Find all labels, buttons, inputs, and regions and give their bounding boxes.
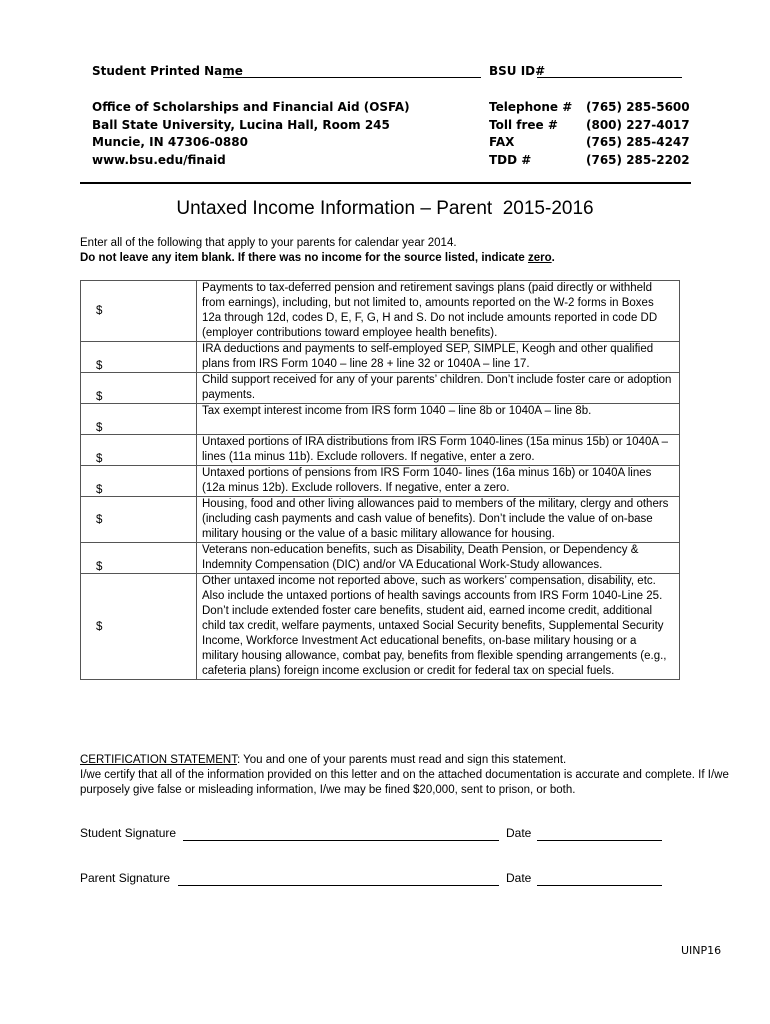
office-address [92, 99, 410, 169]
item-description: Child support received for any of your parents’ children. Don’t include foster care or adoption payments. [197, 373, 680, 404]
student-name-label: Student Printed Name [92, 64, 243, 78]
item-description: Veterans non-education benefits, such as Disability, Death Pension, or Dependency & Indemnity Compensation (DIC) and/or VA Educational Work-Study allowances. [197, 543, 680, 574]
parent-date-label: Date [506, 871, 532, 885]
dollar-sign: $ [96, 561, 103, 573]
student-date-field[interactable] [537, 840, 662, 841]
dollar-sign: $ [96, 360, 103, 372]
amount-field[interactable] [81, 543, 197, 574]
amount-field[interactable] [81, 342, 197, 373]
dollar-sign: $ [96, 422, 103, 434]
tollfree-value: (800) 227-4017 [586, 117, 690, 132]
telephone-label: Telephone # [489, 100, 573, 114]
table-row [81, 574, 680, 680]
amount-field[interactable] [81, 574, 197, 680]
parent-signature-field[interactable] [178, 885, 499, 886]
dollar-sign: $ [96, 391, 103, 403]
intro-line-1: Enter all of the following that apply to your parents for calendar year 2014. [80, 237, 457, 249]
student-signature-row [80, 826, 176, 840]
intro-line-2-suffix: . [551, 252, 555, 264]
table-row [81, 373, 680, 404]
amount-field[interactable] [81, 435, 197, 466]
amount-field[interactable] [81, 281, 197, 342]
fax-value: (765) 285-4247 [586, 135, 690, 149]
table-row [81, 497, 680, 543]
student-signature-field[interactable] [183, 840, 499, 841]
table-row [81, 543, 680, 574]
tollfree-label: Toll free # [489, 117, 558, 132]
certification-heading-line [80, 753, 730, 768]
office-name: Office of Scholarships and Financial Aid (OSFA) [92, 100, 410, 114]
amount-field[interactable] [81, 404, 197, 435]
table-row [81, 404, 680, 435]
phone-values [586, 99, 690, 169]
student-signature-label: Student Signature [80, 826, 177, 840]
table-row [81, 281, 680, 342]
telephone-value: (765) 285-5600 [586, 100, 690, 114]
bsu-id-field[interactable] [537, 77, 682, 78]
office-building: Ball State University, Lucina Hall, Room 245 [92, 117, 390, 132]
tdd-label: TDD # [489, 152, 532, 167]
header-row [92, 64, 682, 82]
page-title: Untaxed Income Information – Parent 2015-2016 [176, 198, 594, 219]
bsu-id-label: BSU ID# [489, 64, 546, 78]
intro-emphasis-zero: zero [527, 252, 552, 264]
parent-date-field[interactable] [537, 885, 662, 886]
table-row [81, 342, 680, 373]
parent-signature-label: Parent Signature [80, 871, 171, 885]
header-divider [80, 182, 691, 184]
item-description: Tax exempt interest income from IRS form 1040 – line 8b or 1040A – line 8b. [197, 404, 680, 435]
dollar-sign: $ [96, 305, 103, 317]
form-code: UINP16 [681, 944, 722, 957]
tdd-value: (765) 285-2202 [586, 152, 690, 167]
office-website: www.bsu.edu/finaid [92, 152, 226, 167]
table-row [81, 466, 680, 497]
intro-text [80, 236, 555, 266]
table-row [81, 435, 680, 466]
parent-signature-row [80, 871, 170, 885]
amount-field[interactable] [81, 373, 197, 404]
item-description: Payments to tax-deferred pension and retirement savings plans (paid directly or withheld from earnings), including, but not limited to, amounts reported on the W-2 forms in Boxes 12a through 12d, codes D, E, F, G, H and S. Do not include amounts reported in code DD (employer contributions toward employee health benefits). [197, 281, 680, 342]
amount-field[interactable] [81, 466, 197, 497]
item-description: Other untaxed income not reported above, such as workers’ compensation, disability, etc. Also include the untaxed portions of health savings accounts from IRS Form 1040-Line 25. Don’t include extended foster care benefits, student aid, earned income credit, additional child tax credit, welfare payments, untaxed Social Security benefits, Supplemental Security Income, Workforce Investment Act educational benefits, on-base military housing or a military housing allowance, combat pay, benefits from flexible spending arrangements (e.g., cafeteria plans) foreign income exclusion or credit for federal tax on special fuels. [197, 574, 680, 680]
intro-line-2 [80, 251, 555, 266]
certification-heading: CERTIFICATION STATEMENT [80, 754, 237, 766]
dollar-sign: $ [96, 484, 103, 496]
dollar-sign: $ [96, 620, 103, 633]
intro-line-2-prefix: Do not leave any item blank. If there was no income for the source listed, indicate [80, 252, 528, 264]
certification-instruction: : You and one of your parents must read and sign this statement. [236, 754, 567, 766]
dollar-sign: $ [96, 513, 103, 526]
item-description: Untaxed portions of IRA distributions from IRS Form 1040-lines (15a minus 15b) or 1040A – lines (11a minus 11b). Exclude rollovers. If negative, enter a zero. [197, 435, 680, 466]
item-description: IRA deductions and payments to self-employed SEP, SIMPLE, Keogh and other qualified plans from IRS Form 1040 – line 28 + line 32 or 1040A – line 17. [197, 342, 680, 373]
phone-labels [489, 99, 572, 169]
office-city: Muncie, IN 47306-0880 [92, 135, 248, 149]
fax-label: FAX [489, 135, 515, 149]
certification-body: I/we certify that all of the information provided on this letter and on the attached documentation is accurate and complete. If I/we purposely give false or misleading information, I/we may be fined $20,000, sent to prison, or both. [80, 769, 729, 796]
untaxed-income-table [80, 280, 680, 680]
dollar-sign: $ [96, 453, 103, 465]
amount-field[interactable] [81, 497, 197, 543]
certification-statement [80, 753, 730, 798]
item-description: Untaxed portions of pensions from IRS Form 1040- lines (16a minus 16b) or 1040A lines (12a minus 12b). Exclude rollovers. If negative, enter a zero. [197, 466, 680, 497]
student-date-label: Date [506, 826, 532, 840]
student-name-field[interactable] [223, 77, 481, 78]
item-description: Housing, food and other living allowances paid to members of the military, clergy and others (including cash payments and cash value of benefits). Don’t include the value of on-base military housing or the value of a basic military allowance for housing. [197, 497, 680, 543]
